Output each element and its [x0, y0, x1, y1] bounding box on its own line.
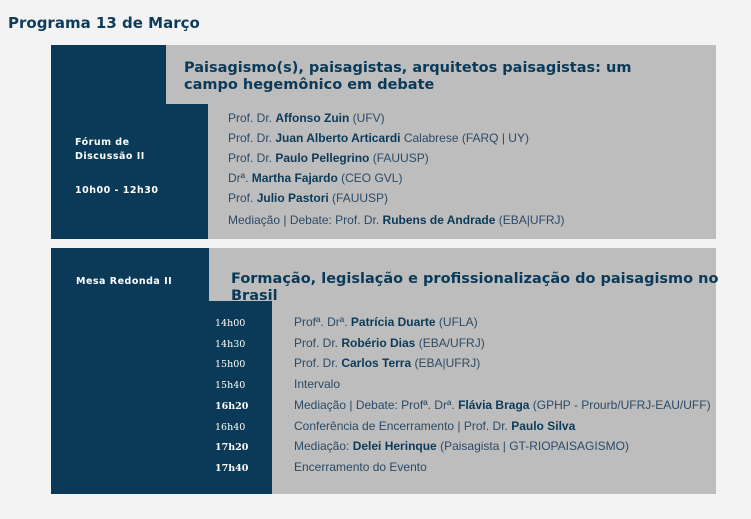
line-affiliation: (EBA|UFRJ) [411, 356, 481, 370]
person-name: Martha Fajardo [251, 171, 338, 185]
person-name: Robério Dias [341, 336, 416, 350]
person-name: Flávia Braga [458, 398, 530, 412]
line-affiliation: (Paisagista | GT-RIOPAISAGISMO) [436, 439, 630, 453]
line-prefix: Profª. Drª. [294, 315, 351, 329]
block2-program-line [294, 336, 485, 350]
block2-program-line [294, 377, 340, 391]
program-time: 15h40 [215, 380, 246, 391]
block1-speaker-line [228, 191, 388, 205]
line-prefix: Prof. Dr. [294, 356, 342, 370]
person-name: Juan Alberto Articardi [275, 131, 401, 145]
program-time: 14h00 [215, 318, 246, 329]
line-prefix: Conferência de Encerramento | Prof. Dr. [294, 419, 512, 433]
line-prefix: Prof. [228, 191, 257, 205]
line-prefix: Prof. Dr. [228, 131, 276, 145]
block1-speaker-line [228, 151, 429, 165]
person-name: Carlos Terra [341, 356, 412, 370]
line-affiliation: (GPHP - Prourb/UFRJ-EAU/UFF) [529, 398, 711, 412]
line-prefix: Prof. Dr. [228, 151, 276, 165]
person-name: Affonso Zuin [275, 111, 350, 125]
person-name: Patrícia Duarte [350, 315, 436, 329]
block1-session-label: Fórum de Discussão II [75, 137, 145, 162]
program-time: 15h00 [215, 359, 246, 370]
block2-program-line [294, 315, 478, 329]
line-affiliation: (UFLA) [435, 315, 478, 329]
program-time: 16h20 [215, 401, 249, 412]
block1-speaker-line [228, 213, 565, 227]
person-name: Delei Herinque [352, 439, 437, 453]
block1-time: 10h00 - 12h30 [75, 185, 159, 196]
block1-speaker-line [228, 171, 402, 185]
block2-program-line [294, 398, 711, 412]
program-time: 17h40 [215, 463, 249, 474]
line-prefix: Prof. Dr. [228, 111, 276, 125]
line-prefix: Intervalo [294, 377, 341, 391]
line-prefix: Encerramento do Evento [294, 460, 427, 474]
block1-speaker-line [228, 131, 529, 145]
person-name: Paulo Pellegrino [275, 151, 370, 165]
line-affiliation: Calabrese (FARQ | UY) [400, 131, 529, 145]
block1-title: Paisagismo(s), paisagistas, arquitetos paisagistas: um campo hegemônico em debate [184, 60, 632, 93]
line-prefix: Mediação: [294, 439, 353, 453]
block1-speaker-line [228, 111, 385, 125]
line-prefix: Mediação | Debate: Profª. Drª. [294, 398, 459, 412]
block2-program-line [294, 460, 427, 474]
block1-navy-side [51, 104, 208, 239]
program-time: 14h30 [215, 339, 246, 350]
page-title: Programa 13 de Março [8, 14, 200, 32]
line-prefix: Mediação | Debate: Prof. Dr. [228, 213, 383, 227]
program-time: 17h20 [215, 442, 249, 453]
person-name: Julio Pastori [256, 191, 329, 205]
program-time: 16h40 [215, 422, 246, 433]
line-affiliation: (EBA/UFRJ) [415, 336, 485, 350]
line-prefix: Prof. Dr. [294, 336, 342, 350]
line-affiliation: (FAUUSP) [328, 191, 389, 205]
line-affiliation: (CEO GVL) [337, 171, 403, 185]
person-name: Rubens de Andrade [382, 213, 496, 227]
line-affiliation: (EBA|UFRJ) [495, 213, 565, 227]
line-affiliation: (UFV) [349, 111, 385, 125]
line-prefix: Drª. [228, 171, 252, 185]
block2-program-line [294, 439, 629, 453]
block2-title: Formação, legislação e profissionalização do paisagismo no Brasil [231, 271, 719, 304]
person-name: Paulo Silva [511, 419, 576, 433]
block1-navy-top [51, 45, 166, 105]
block2-session-label: Mesa Redonda II [76, 276, 173, 287]
block2-program-line [294, 356, 480, 370]
line-affiliation: (FAUUSP) [369, 151, 429, 165]
block2-program-line [294, 419, 575, 433]
